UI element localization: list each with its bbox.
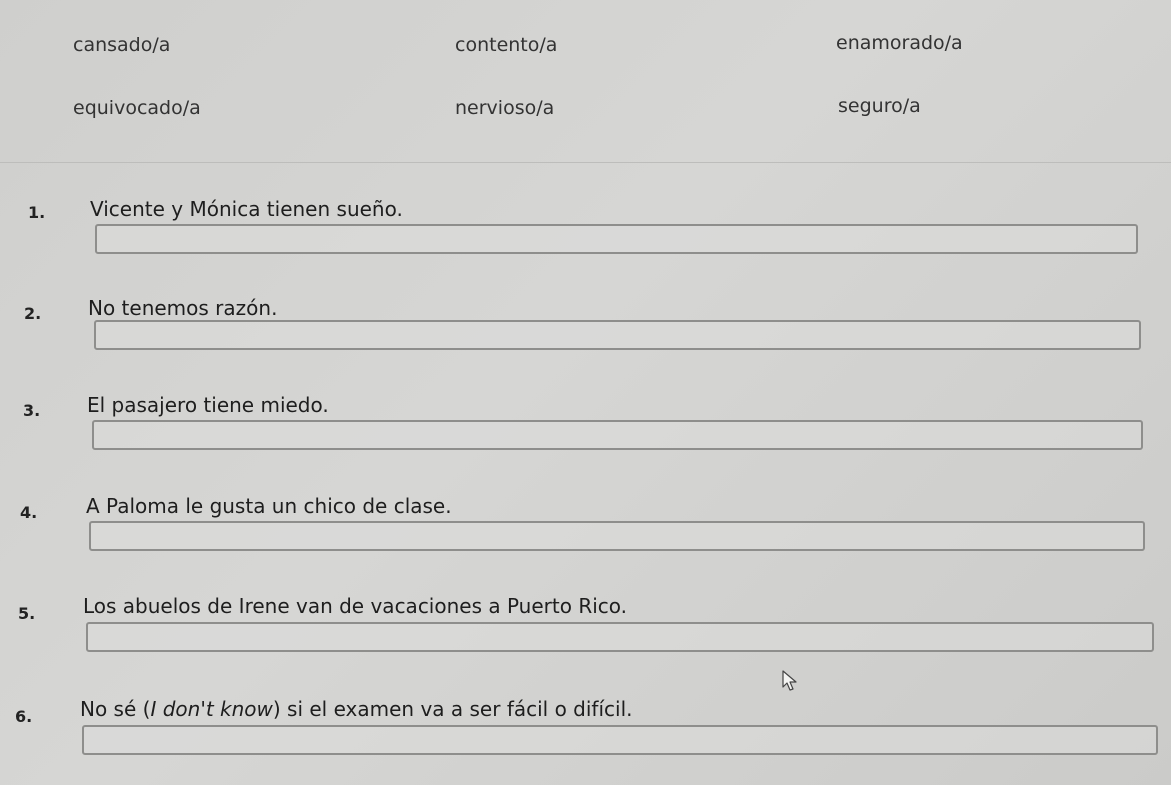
word-bank-item-nervioso: nervioso/a xyxy=(455,97,555,119)
answer-input-1[interactable] xyxy=(95,224,1138,254)
word-bank-item-cansado: cansado/a xyxy=(73,34,171,56)
question-text: Los abuelos de Irene van de vacaciones a Puerto Rico. xyxy=(83,594,628,618)
question-text-italic: I don't know xyxy=(150,697,273,721)
question-text-part: ) si el examen va a ser fácil o difícil. xyxy=(272,697,633,721)
question-text-part: No sé ( xyxy=(80,697,151,721)
word-bank-item-contento: contento/a xyxy=(455,34,558,56)
answer-input-5[interactable] xyxy=(86,622,1154,652)
word-bank-item-enamorado: enamorado/a xyxy=(836,32,963,54)
question-number: 4. xyxy=(20,503,38,522)
question-text: El pasajero tiene miedo. xyxy=(87,393,329,417)
divider xyxy=(0,162,1171,163)
mouse-pointer-icon xyxy=(782,670,798,692)
question-number: 2. xyxy=(24,304,42,323)
answer-input-4[interactable] xyxy=(89,521,1145,551)
question-number: 5. xyxy=(18,604,36,623)
question-text: No tenemos razón. xyxy=(88,296,278,320)
word-bank-item-seguro: seguro/a xyxy=(838,95,921,117)
word-bank-item-equivocado: equivocado/a xyxy=(73,97,201,119)
question-text: Vicente y Mónica tienen sueño. xyxy=(90,197,403,221)
answer-input-3[interactable] xyxy=(92,420,1143,450)
question-number: 1. xyxy=(28,203,46,222)
question-number: 3. xyxy=(23,401,41,420)
question-number: 6. xyxy=(15,707,33,726)
word-bank xyxy=(0,0,1171,160)
question-text xyxy=(80,697,633,721)
question-text: A Paloma le gusta un chico de clase. xyxy=(86,494,452,518)
answer-input-6[interactable] xyxy=(82,725,1158,755)
answer-input-2[interactable] xyxy=(94,320,1141,350)
